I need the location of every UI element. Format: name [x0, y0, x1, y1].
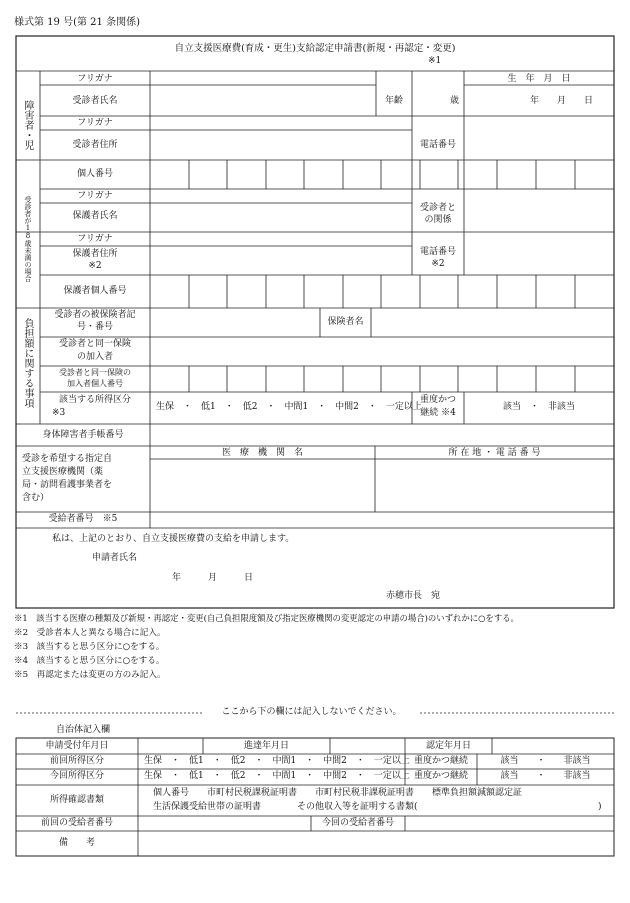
patient-phone-field[interactable] [465, 117, 613, 159]
relation-label-2: の関係 [424, 215, 452, 225]
guardian-furigana-label: フリガナ [77, 191, 113, 201]
relation-field[interactable] [465, 190, 613, 231]
remarks-field[interactable] [139, 832, 613, 855]
form-number: 様式第 19 号(第 21 条関係) [14, 17, 140, 28]
same-insurance-label-2: の加入者 [76, 352, 113, 362]
transmitted-date-field[interactable] [331, 739, 404, 753]
curr-severe-options[interactable]: 該当 ・ 非該当 [500, 771, 591, 781]
guardian-address-note: ※2 [88, 261, 102, 271]
institution-name-header: 医 療 機 関 名 [221, 448, 303, 458]
severe-label-2: 継続 ※4 [420, 408, 456, 418]
remarks-label: 備 考 [58, 838, 95, 848]
insured-label-1: 受診者の被保険者記 [54, 310, 136, 320]
recipient-number-field[interactable] [151, 513, 613, 527]
patient-address-field[interactable] [151, 131, 411, 159]
institution-label-line-4: 含む） [22, 493, 50, 503]
income-label-1: 該当する所得区分 [58, 395, 131, 405]
form-title: 自立支援医療費(育成・更生)支給認定申請書(新規・再認定・変更) [174, 43, 456, 54]
title-note: ※1 [428, 56, 442, 66]
note-1: ※1 該当する医療の種類及び新規・再認定・変更(自己負担限度額及び指定医療機関の変更認定の申請の場合)のいずれかに○をする。 [14, 613, 519, 623]
curr-severe-label: 重度かつ継続 [413, 771, 468, 781]
income-options[interactable]: 生保 ・ 低1 ・ 低2 ・ 中間1 ・ 中間2 ・ 一定以上 [156, 402, 422, 412]
separator-text: ここから下の欄には記入しないでください。 [221, 707, 402, 717]
received-date-field[interactable] [139, 739, 202, 753]
applicant-name-field[interactable] [150, 550, 400, 566]
institution-address-field[interactable] [376, 460, 613, 511]
guardian-name-label: 保護者氏名 [72, 211, 118, 221]
insurer-name-field[interactable] [372, 309, 613, 336]
institution-label-line-2: 立支援医療機関（薬 [22, 467, 104, 477]
birth-header: 生 年 月 日 [507, 74, 571, 84]
docs-close-paren: ) [598, 802, 602, 812]
note-3: ※3 該当すると思う区分に○をする。 [14, 642, 165, 652]
docs-label: 所得確認書類 [49, 795, 104, 805]
declaration-statement: 私は、上記のとおり、自立支援医療費の支給を申請します。 [52, 534, 295, 544]
curr-number-field[interactable] [406, 817, 613, 830]
note-5: ※5 再認定または変更の方のみ記入。 [14, 670, 166, 680]
same-insurance-field[interactable] [151, 338, 613, 365]
same-insurance-label-1: 受診者と同一保険 [58, 339, 131, 349]
prev-income-options[interactable]: 生保 ・ 低1 ・ 低2 ・ 中間1 ・ 中間2 ・ 一定以上 [144, 756, 410, 766]
applicant-name-label: 申請者氏名 [92, 553, 138, 563]
guardian-id-label: 保護者個人番号 [63, 286, 127, 296]
same-id-label-1: 受診者と同一保険の [59, 368, 131, 377]
same-id-label-2: 加入者個人番号 [67, 379, 123, 388]
prev-severe-options[interactable]: 該当 ・ 非該当 [500, 756, 591, 766]
note-2: ※2 受診者本人と異なる場合に記入。 [14, 628, 166, 638]
prev-income-label: 前回所得区分 [49, 756, 104, 766]
patient-group-label: 障害者・児 [22, 100, 33, 150]
patient-name-label: 受診者氏名 [72, 96, 118, 106]
patient-address-label: 受診者住所 [72, 140, 118, 150]
recipient-number-label: 受給者番号 ※5 [48, 514, 118, 524]
age-unit: 歳 [450, 96, 460, 106]
institution-label-line-3: 局・訪問看護事業者を [22, 480, 113, 490]
insurer-label: 保険者名 [327, 317, 364, 327]
guardian-name-field[interactable] [151, 204, 411, 231]
severe-options[interactable]: 該当 ・ 非該当 [502, 402, 575, 412]
guardian-address-label: 保護者住所 [72, 249, 118, 259]
prev-severe-label: 重度かつ継続 [413, 756, 468, 766]
certified-label: 認定年月日 [425, 741, 471, 751]
curr-income-label: 今回所得区分 [49, 771, 104, 781]
patient-id-label: 個人番号 [76, 169, 113, 179]
birth-value[interactable]: 年 月 日 [530, 96, 594, 106]
institution-label-line-1: 受診を希望する指定自 [22, 454, 113, 464]
patient-furigana-label: フリガナ [77, 74, 113, 84]
guardian-group-label: 受診者が18歳未満の場合 [24, 196, 32, 282]
income-label-2: ※3 [52, 408, 66, 418]
transmitted-label: 進達年月日 [243, 741, 289, 751]
guardian-phone-field[interactable] [465, 233, 613, 274]
guardian-phone-note: ※2 [431, 259, 445, 269]
insured-label-2: 号・番号 [76, 322, 113, 332]
certified-date-field[interactable] [493, 739, 613, 753]
burden-group-label: 負担額に関する事項 [22, 318, 33, 408]
patient-phone-label: 電話番号 [419, 140, 456, 150]
received-label: 申請受付年月日 [45, 741, 109, 751]
curr-income-options[interactable]: 生保 ・ 低1 ・ 低2 ・ 中間1 ・ 中間2 ・ 一定以上 [144, 771, 410, 781]
institution-address-header: 所 在 地 ・ 電 話 番 号 [448, 448, 541, 458]
age-label: 年齢 [384, 96, 403, 106]
curr-number-label: 今回の受給者番号 [321, 818, 394, 828]
prev-number-field[interactable] [139, 817, 310, 830]
disability-book-label: 身体障害者手帳番号 [42, 430, 124, 440]
disability-book-field[interactable] [151, 425, 613, 445]
docs-line-1[interactable]: 個人番号 市町村民税課税証明書 市町村民税非課税証明書 標準負担額減額認定証 [153, 788, 523, 798]
guardian-address-furigana-label: フリガナ [77, 234, 113, 244]
addressee: 赤穂市長 宛 [386, 591, 441, 601]
relation-label-1: 受診者と [419, 203, 456, 213]
guardian-phone-label: 電話番号 [419, 247, 456, 257]
severe-label-1: 重度かつ [419, 395, 456, 405]
docs-line-2[interactable]: 生活保護受給世帯の証明書 その他収入等を証明する書類( [153, 802, 418, 812]
prev-number-label: 前回の受給者番号 [40, 818, 113, 828]
office-title: 自治体記入欄 [56, 725, 111, 735]
patient-name-field[interactable] [151, 86, 375, 115]
guardian-address-field[interactable] [151, 247, 411, 274]
declaration-date[interactable]: 年 月 日 [172, 573, 254, 583]
patient-address-furigana-label: フリガナ [77, 118, 113, 128]
institution-name-field[interactable] [151, 460, 374, 511]
note-4: ※4 該当すると思う区分に○をする。 [14, 656, 165, 666]
insured-number-field[interactable] [151, 309, 319, 336]
